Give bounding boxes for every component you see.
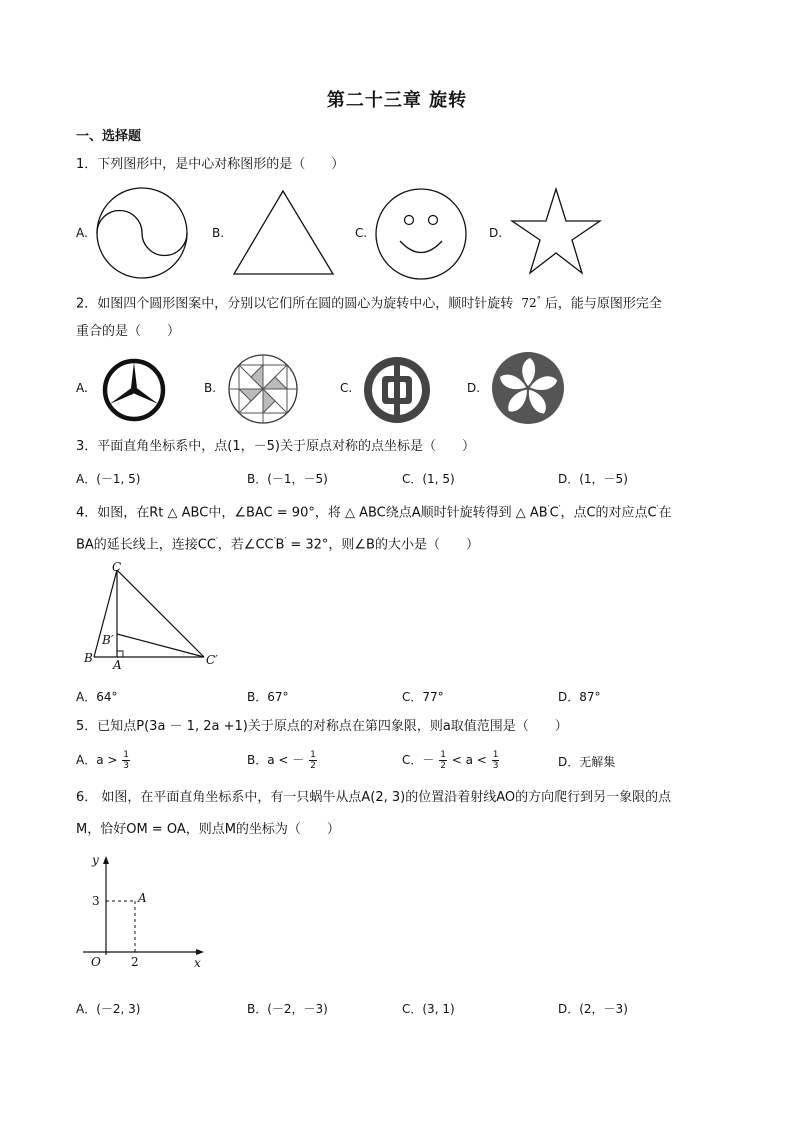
q4-option-a: A．64° [76, 690, 118, 704]
q3-stem: 3．平面直角坐标系中，点(1，－5)关于原点对称的点坐标是（ ） [76, 439, 475, 454]
q1-figure-a-taiji [94, 185, 190, 281]
q6-option-d: D．(2，－3) [558, 1002, 628, 1016]
fraction-one-half: $\frac{1}{2}$ [440, 750, 446, 771]
q1-figure-b-triangle [230, 187, 338, 279]
q1-option-c-label: C. [355, 226, 368, 240]
label-point-a: A [138, 891, 147, 905]
label-three: 3 [92, 894, 100, 908]
label-c: C [112, 560, 122, 574]
segment-b-prime-c-prime [117, 634, 204, 657]
q2-angle: 72 [521, 296, 537, 311]
q4-triangle-figure [80, 560, 230, 672]
q6-option-c: C．(3, 1) [402, 1002, 455, 1016]
q5-option-b: B．a < － $\frac{1}{2}$ [247, 750, 316, 771]
q1-option-b-label: B. [212, 226, 225, 240]
x-axis-arrow [196, 949, 204, 955]
fraction-one-third: $\frac{1}{3}$ [492, 750, 499, 771]
q3-option-a: A．(－1, 5) [76, 472, 141, 486]
label-two: 2 [131, 955, 139, 969]
q6-option-a: A．(－2, 3) [76, 1002, 141, 1016]
q2-option-a-label: A. [76, 381, 88, 395]
q1-option-a-label: A. [76, 226, 88, 240]
q2-stem-line2: 重合的是（ ） [76, 324, 181, 339]
segment-cc-prime [117, 570, 204, 657]
q6-coordinate-figure [78, 852, 214, 972]
label-b-prime: B′ [102, 633, 114, 647]
right-angle-mark [117, 651, 123, 657]
q2-stem-line1: 2．如图四个圆形图案中，分别以它们所在圆的圆心为旋转中心，顺时针旋转 72° 后，能与原图形完全 [76, 295, 662, 312]
q2-figure-b-pinwheel [226, 352, 300, 426]
label-a: A [113, 658, 122, 672]
q3-option-b: B．(－1，－5) [247, 472, 328, 486]
label-x: x [194, 956, 201, 970]
label-origin: O [91, 955, 101, 969]
label-y: y [92, 853, 99, 867]
q4-option-b: B．67° [247, 690, 289, 704]
q2-option-d-label: D. [467, 381, 481, 395]
q1-figure-d-star [508, 185, 604, 277]
q4-option-d: D．87° [558, 690, 601, 704]
q1-figure-c-smiley [373, 186, 469, 282]
q4-option-c: C．77° [402, 690, 444, 704]
q2-figure-d-bauhinia [490, 350, 566, 426]
q6-stem-line1: 6． 如图，在平面直角坐标系中，有一只蜗牛从点A(2, 3)的位置沿着射线AO的方向爬行到另一象限的点 [76, 790, 672, 805]
q2-option-c-label: C. [340, 381, 353, 395]
q6-option-b: B．(－2，－3) [247, 1002, 328, 1016]
q2-figure-a-threepoint-star [100, 356, 168, 424]
q6-stem-line2: M，恰好OM = OA，则点M的坐标为（ ） [76, 822, 340, 837]
fraction-one-half: $\frac{1}{2}$ [310, 750, 316, 771]
q5-option-d: D．无解集 [558, 755, 616, 769]
q2-figure-c-bank-logo [361, 354, 433, 426]
q3-option-c: C．(1, 5) [402, 472, 455, 486]
q4-stem-line2: BA的延长线上，连接CC′，若∠CC′B′ = 32°，则∠B的大小是（ ） [76, 536, 479, 553]
q1-option-d-label: D. [489, 226, 503, 240]
q1-stem: 1．下列图形中，是中心对称图形的是（ ） [76, 157, 345, 172]
y-axis-arrow [103, 856, 109, 864]
page-title: 第二十三章 旋转 [326, 90, 468, 111]
q5-stem: 5．已知点P(3a － 1, 2a +1)关于原点的对称点在第四象限，则a取值范围是（ ） [76, 719, 568, 734]
label-b: B [84, 651, 93, 665]
q4-stem-line1: 4．如图，在Rt △ ABC中，∠BAC = 90°，将 △ ABC绕点A顺时针旋转得到 △ AB′C′，点C的对应点C′在 [76, 504, 672, 521]
section-heading: 一、选择题 [76, 129, 142, 144]
q3-option-d: D．(1，－5) [558, 472, 628, 486]
q5-option-c: C．－ $\frac{1}{2}$ < a < $\frac{1}{3}$ [402, 750, 499, 771]
q2-option-b-label: B. [204, 381, 217, 395]
fraction-one-third: $\frac{1}{3}$ [123, 750, 129, 771]
label-c-prime: C′ [206, 653, 218, 667]
q5-option-a: A．a > $\frac{1}{3}$ [76, 750, 129, 771]
